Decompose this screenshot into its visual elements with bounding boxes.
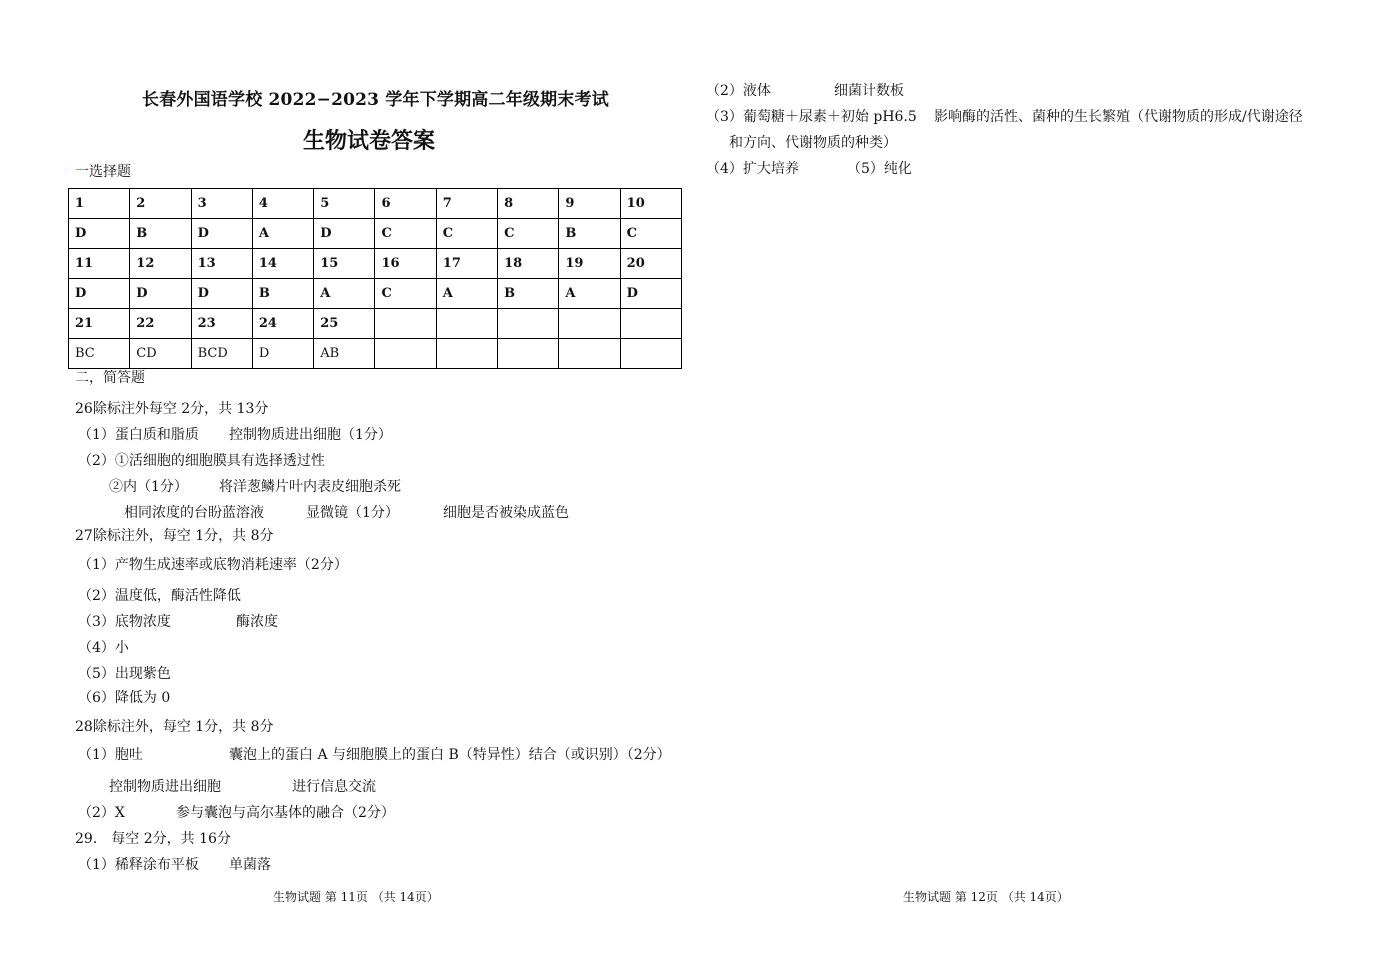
table-cell: A — [559, 279, 620, 309]
q29-answer: （4）扩大培养 — [706, 161, 799, 177]
table-cell: 4 — [252, 189, 313, 219]
q27-answer: （5）出现紫色 — [78, 666, 171, 682]
q27-answer: 酶浓度 — [236, 614, 278, 630]
q26-answer: ②内（1分） — [109, 479, 188, 495]
q28-answer: （2）X — [78, 805, 125, 821]
table-row — [69, 309, 682, 339]
table-cell: 24 — [252, 309, 313, 339]
page-footer-left: 生物试题 第 11页 （共 14页） — [273, 890, 439, 904]
table-cell: 18 — [498, 249, 559, 279]
table-cell: C — [375, 219, 436, 249]
table-cell: C — [498, 219, 559, 249]
q29-answer: 影响酶的活性、菌种的生长繁殖（代谢物质的形成/代谢途径 — [934, 109, 1303, 125]
table-row — [69, 249, 682, 279]
table-cell: 5 — [314, 189, 375, 219]
table-cell: 6 — [375, 189, 436, 219]
table-cell: 9 — [559, 189, 620, 219]
table-cell: D — [620, 279, 681, 309]
q28-answer: 控制物质进出细胞 — [109, 779, 221, 795]
q28-answer: 参与囊泡与高尔基体的融合（2分） — [176, 805, 395, 821]
table-cell: 3 — [191, 189, 252, 219]
table-cell: D — [191, 279, 252, 309]
section2-heading: 二，简答题 — [75, 370, 145, 386]
table-cell — [436, 309, 497, 339]
table-row — [69, 189, 682, 219]
q29-answer: （2）液体 — [706, 83, 771, 99]
section1-label: 选择题 — [89, 164, 131, 180]
table-cell: B — [498, 279, 559, 309]
table-cell: A — [314, 279, 375, 309]
table-cell: 23 — [191, 309, 252, 339]
section1-heading — [75, 161, 131, 181]
table-cell: C — [620, 219, 681, 249]
q29-answer: 细菌计数板 — [834, 83, 904, 99]
table-cell: BCD — [191, 339, 252, 369]
table-cell — [620, 339, 681, 369]
page-footer-right: 生物试题 第 12页 （共 14页） — [903, 890, 1069, 904]
q28-answer: 进行信息交流 — [292, 779, 376, 795]
table-cell: 14 — [252, 249, 313, 279]
table-cell: 22 — [130, 309, 191, 339]
q27-answer: （6）降低为 0 — [78, 690, 171, 706]
q27-answer: （4）小 — [78, 640, 129, 656]
table-cell: 19 — [559, 249, 620, 279]
q26-answer: 显微镜（1分） — [306, 505, 399, 521]
table-cell: 11 — [69, 249, 130, 279]
table-cell: AB — [314, 339, 375, 369]
table-row — [69, 219, 682, 249]
q29-heading: 29． 每空 2分，共 16分 — [75, 831, 231, 847]
q26-answer: 控制物质进出细胞（1分） — [229, 427, 392, 443]
q26-heading: 26除标注外每空 2分，共 13分 — [75, 401, 269, 417]
table-cell: C — [436, 219, 497, 249]
doc-title: 生物试卷答案 — [303, 128, 436, 154]
table-cell: D — [252, 339, 313, 369]
table-cell: 20 — [620, 249, 681, 279]
table-cell: 21 — [69, 309, 130, 339]
table-row — [69, 279, 682, 309]
table-cell: C — [375, 279, 436, 309]
section1-prefix: 一 — [75, 164, 89, 180]
table-cell: B — [559, 219, 620, 249]
table-cell: 7 — [436, 189, 497, 219]
table-cell: 16 — [375, 249, 436, 279]
table-cell: 15 — [314, 249, 375, 279]
table-cell: D — [314, 219, 375, 249]
q28-answer: 囊泡上的蛋白 A 与细胞膜上的蛋白 B（特异性）结合（或识别）（2分） — [229, 747, 671, 763]
q27-answer: （1）产物生成速率或底物消耗速率（2分） — [78, 557, 348, 573]
q27-answer: （3）底物浓度 — [78, 614, 171, 630]
table-cell — [620, 309, 681, 339]
q26-answer: （1）蛋白质和脂质 — [78, 427, 199, 443]
table-cell: D — [69, 279, 130, 309]
table-cell: CD — [130, 339, 191, 369]
table-cell: BC — [69, 339, 130, 369]
q29-answer: （1）稀释涂布平板 — [78, 857, 199, 873]
table-cell: 2 — [130, 189, 191, 219]
table-cell: 17 — [436, 249, 497, 279]
table-cell: 1 — [69, 189, 130, 219]
q28-heading: 28除标注外，每空 1分，共 8分 — [75, 719, 274, 735]
q26-answer: 将洋葱鳞片叶内表皮细胞杀死 — [219, 479, 401, 495]
table-cell — [375, 309, 436, 339]
table-cell — [436, 339, 497, 369]
table-cell: A — [252, 219, 313, 249]
table-cell: A — [436, 279, 497, 309]
table-cell — [559, 309, 620, 339]
table-cell: D — [191, 219, 252, 249]
table-cell — [375, 339, 436, 369]
school-title: 长春外国语学校 2022−2023 学年下学期高二年级期末考试 — [142, 90, 609, 110]
q29-answer: 单菌落 — [229, 857, 271, 873]
table-cell: 25 — [314, 309, 375, 339]
q26-answer: 相同浓度的台盼蓝溶液 — [124, 505, 264, 521]
table-cell: D — [69, 219, 130, 249]
table-cell: B — [252, 279, 313, 309]
q26-answer: 细胞是否被染成蓝色 — [443, 505, 569, 521]
table-cell — [498, 309, 559, 339]
table-cell — [498, 339, 559, 369]
table-row — [69, 339, 682, 369]
table-cell: 10 — [620, 189, 681, 219]
q26-answer: （2）①活细胞的细胞膜具有选择透过性 — [78, 453, 325, 469]
table-cell: B — [130, 219, 191, 249]
q27-answer: （2）温度低，酶活性降低 — [78, 588, 241, 604]
table-cell: 12 — [130, 249, 191, 279]
q29-answer: 和方向、代谢物质的种类） — [729, 135, 897, 151]
q29-answer: （5）纯化 — [847, 161, 912, 177]
table-cell: 8 — [498, 189, 559, 219]
answer-table — [68, 188, 682, 369]
table-cell: 13 — [191, 249, 252, 279]
table-cell: D — [130, 279, 191, 309]
table-cell — [559, 339, 620, 369]
q27-heading: 27除标注外，每空 1分，共 8分 — [75, 528, 274, 544]
q28-answer: （1）胞吐 — [78, 747, 143, 763]
q29-answer: （3）葡萄糖＋尿素＋初始 pH6.5 — [706, 109, 917, 125]
